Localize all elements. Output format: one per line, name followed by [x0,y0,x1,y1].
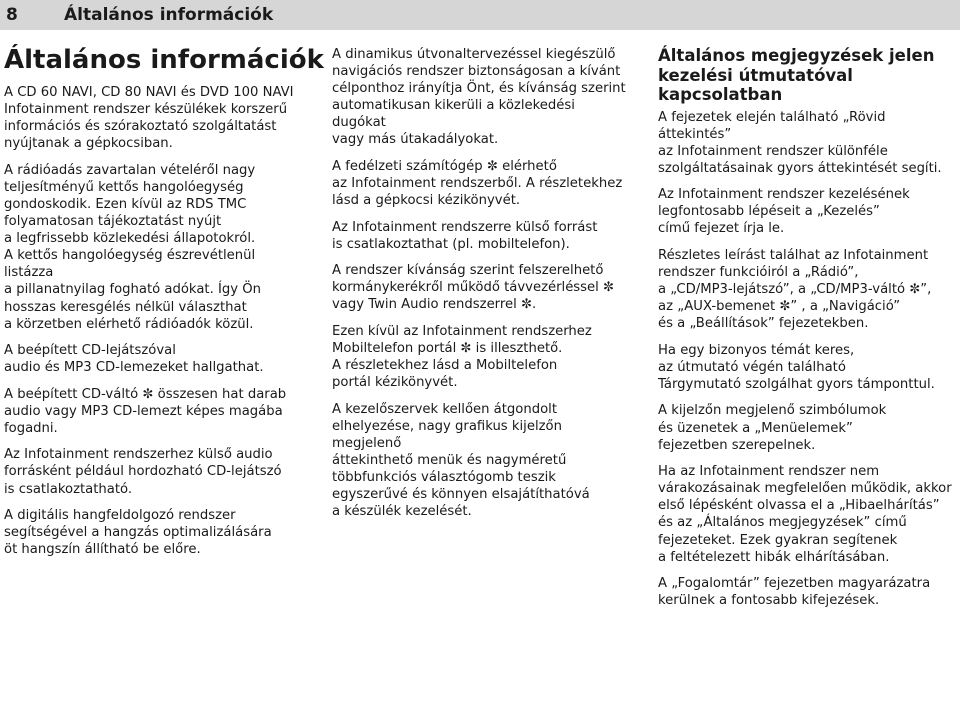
paragraph: A fedélzeti számítógép ✼ elérhető az Infotainment rendszerből. A részletekhez lásd a gépkocsi kézikönyvét. [332,158,623,209]
page-number: 8 [6,5,18,25]
paragraph: Az Infotainment rendszerre külső forrást is csatlakoztathat (pl. mobiltelefon). [332,219,598,252]
page-header-bar [0,0,960,30]
column-right [658,46,958,619]
column-middle [332,46,632,530]
paragraph: A digitális hangfeldolgozó rendszer segítségével a hangzás optimalizálására öt hangszín állítható be előre. [4,508,272,558]
paragraph: Ha egy bizonyos témát keres, az útmutató végén található Tárgymutató szolgálhat gyors támponttul. [658,342,935,392]
page-title: Általános információk [4,45,324,75]
paragraph: A beépített CD-lejátszóval audio és MP3 CD-lemezeket hallgathat. [4,343,264,376]
paragraph: A „Fogalomtár” fejezetben magyarázatra kerülnek a fontosabb kifejezések. [658,576,931,609]
paragraph: Részletes leírást találhat az Infotainment rendszer funkcióiról a „Rádió”, a „CD/MP3-lejátszó”, a „CD/MP3-váltó ✼”, az „AUX-bemenet ✼” , a „Navigáció” és a „Beállítások” fejezetekben. [658,247,932,332]
paragraph: A kijelzőn megjelenő szimbólumok és üzenetek a „Menüelemek” fejezetben szerepelnek. [658,403,887,453]
paragraph: A rádióadás zavartalan vételéről nagy teljesítményű kettős hangolóegység gondoskodik. Ezen kívül az RDS TMC folyamatosan tájékoztatást nyújt a legfrissebb közlekedési állapotokról. A kettős hangolóegység észrevétlenül listázza a pillanatnyilag fogható adókat. Így Ön hosszas keresgélés nélkül választhat a körzetben elérhető rádióadók közül. [4,162,261,332]
running-header: Általános információk [64,5,274,25]
column-left [4,44,324,568]
paragraph: A fejezetek elején található „Rövid áttekintés” az Infotainment rendszer különféle szolgáltatásainak gyors áttekintését segíti. [658,109,942,176]
paragraph: Az Infotainment rendszer kezelésének legfontosabb lépéseit a „Kezelés” című fejezet írja le. [658,187,910,237]
paragraph: A dinamikus útvonaltervezéssel kiegészülő navigációs rendszer biztonságosan a kívánt célponthoz irányítja Önt, és kívánság szerint automatikusan kikerüli a közlekedési dugókat vagy más útakadályokat. [332,47,626,148]
paragraph: A kezelőszervek kellően átgondolt elhelyezése, nagy grafikus kijelzőn megjelenő áttekinthető menük és nagyméretű többfunkciós választógomb teszik egyszerűvé és könnyen elsajátíthatóvá a készülék kezelését. [332,401,590,520]
section-title: Általános megjegyzések jelen kezelési útmutatóval kapcsolatban [658,46,935,104]
paragraph: A rendszer kívánság szerint felszerelhető kormánykerékről működő távvezérléssel ✼ vagy Twin Audio rendszerrel ✼. [332,263,615,313]
paragraph: Ezen kívül az Infotainment rendszerhez Mobiltelefon portál ✼ is illeszthető. A részletekhez lásd a Mobiltelefon portál kézikönyvét. [332,323,592,391]
paragraph: A beépített CD-váltó ✼ összesen hat darab audio vagy MP3 CD-lemezt képes magába fogadni. [4,386,287,436]
paragraph: A CD 60 NAVI, CD 80 NAVI és DVD 100 NAVI Infotainment rendszer készülékek korszerű információs és szórakoztató szolgáltatást nyújtanak a gépkocsiban. [4,85,294,152]
paragraph: Az Infotainment rendszerhez külső audio forrásként például hordozható CD-lejátszó is csatlakoztatható. [4,447,282,497]
paragraph: Ha az Infotainment rendszer nem várakozásainak megfelelően működik, akkor első lépésként olvassa el a „Hibaelhárítás” és az „Általános megjegyzések” című fejezeteket. Ezek gyakran segítenek a feltételezett hibák elhárításában. [658,464,952,565]
